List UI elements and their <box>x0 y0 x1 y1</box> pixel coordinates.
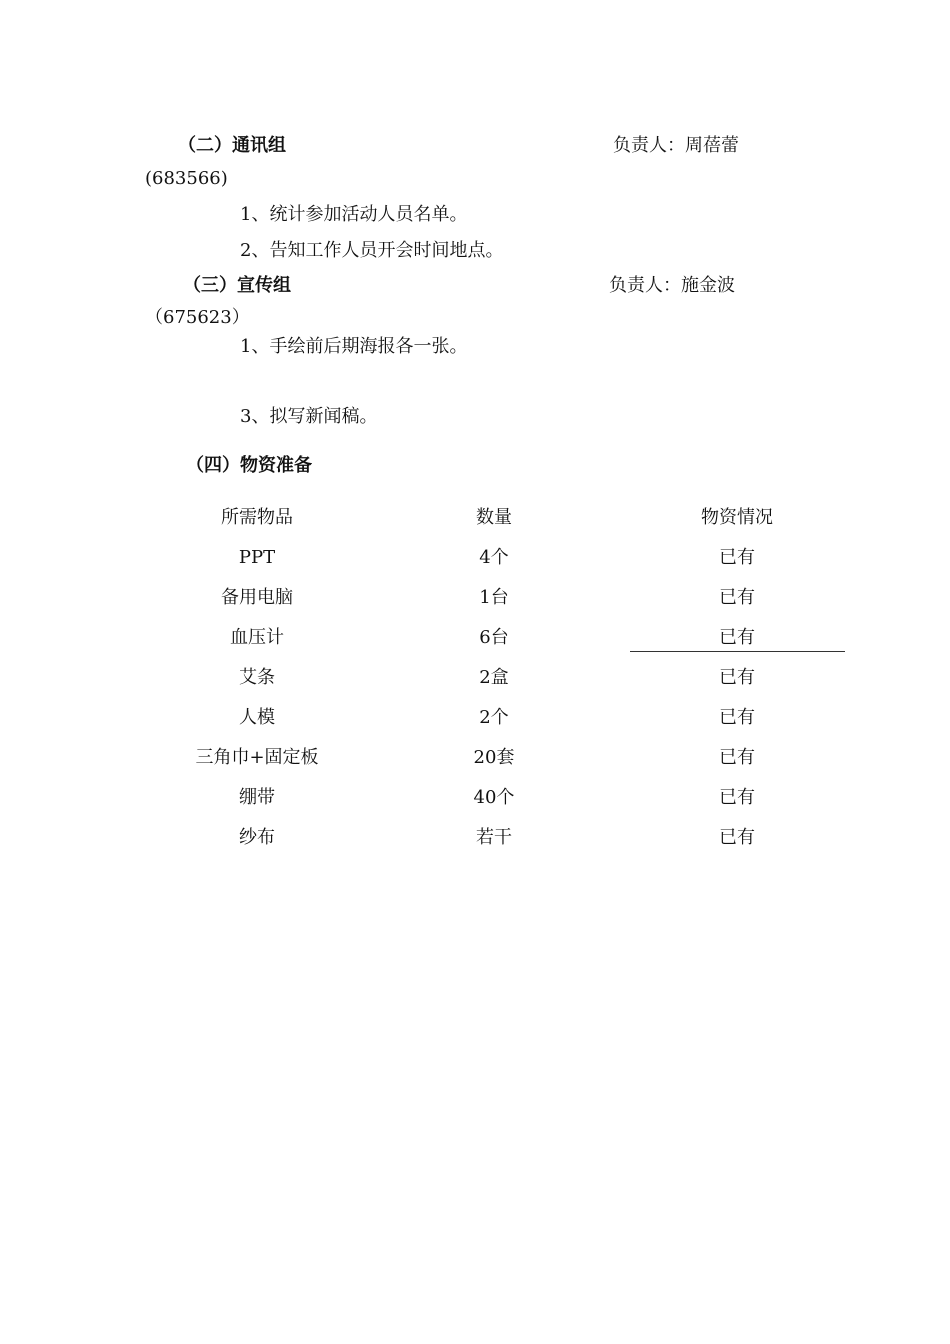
table-header: 数量 <box>476 507 512 528</box>
leader-publicity: 负责人：施金波 <box>609 275 735 296</box>
task-item: 1、手绘前后期海报各一张。 <box>240 336 468 357</box>
table-cell-item: 三角巾+固定板 <box>195 747 319 768</box>
table-cell-item: 绷带 <box>239 787 275 808</box>
phone-communication: (683566) <box>145 168 228 189</box>
table-cell-quantity: 20套 <box>473 747 515 768</box>
section-heading-supplies: （四）物资准备 <box>186 455 312 476</box>
table-cell-item: 人模 <box>239 707 275 728</box>
table-cell-quantity: 若干 <box>476 827 512 848</box>
table-cell-status: 已有 <box>719 627 755 648</box>
table-cell-status: 已有 <box>719 787 755 808</box>
table-cell-item: 纱布 <box>239 827 275 848</box>
table-cell-quantity: 2盒 <box>479 667 509 688</box>
table-cell-quantity: 40个 <box>473 787 515 808</box>
table-cell-status: 已有 <box>719 747 755 768</box>
table-header: 所需物品 <box>221 507 293 528</box>
table-cell-status: 已有 <box>719 547 755 568</box>
section-heading-publicity: （三）宣传组 <box>183 275 291 296</box>
table-cell-quantity: 1台 <box>479 587 509 608</box>
table-cell-status: 已有 <box>719 827 755 848</box>
section-heading-communication: （二）通讯组 <box>178 135 286 156</box>
table-cell-status: 已有 <box>719 587 755 608</box>
table-cell-item: PPT <box>238 547 276 568</box>
leader-communication: 负责人：周蓓蕾 <box>613 135 739 156</box>
task-item: 2、告知工作人员开会时间地点。 <box>240 240 504 261</box>
task-item: 3、拟写新闻稿。 <box>240 406 378 427</box>
table-cell-quantity: 4个 <box>479 547 509 568</box>
table-header: 物资情况 <box>701 507 773 528</box>
table-cell-item: 艾条 <box>239 667 275 688</box>
phone-publicity: （675623） <box>145 307 250 328</box>
table-cell-quantity: 2个 <box>479 707 509 728</box>
table-rule <box>630 651 845 652</box>
table-cell-status: 已有 <box>719 707 755 728</box>
table-cell-quantity: 6台 <box>479 627 509 648</box>
task-item: 1、统计参加活动人员名单。 <box>240 204 468 225</box>
table-cell-status: 已有 <box>719 667 755 688</box>
table-cell-item: 血压计 <box>230 627 284 648</box>
table-cell-item: 备用电脑 <box>221 587 293 608</box>
